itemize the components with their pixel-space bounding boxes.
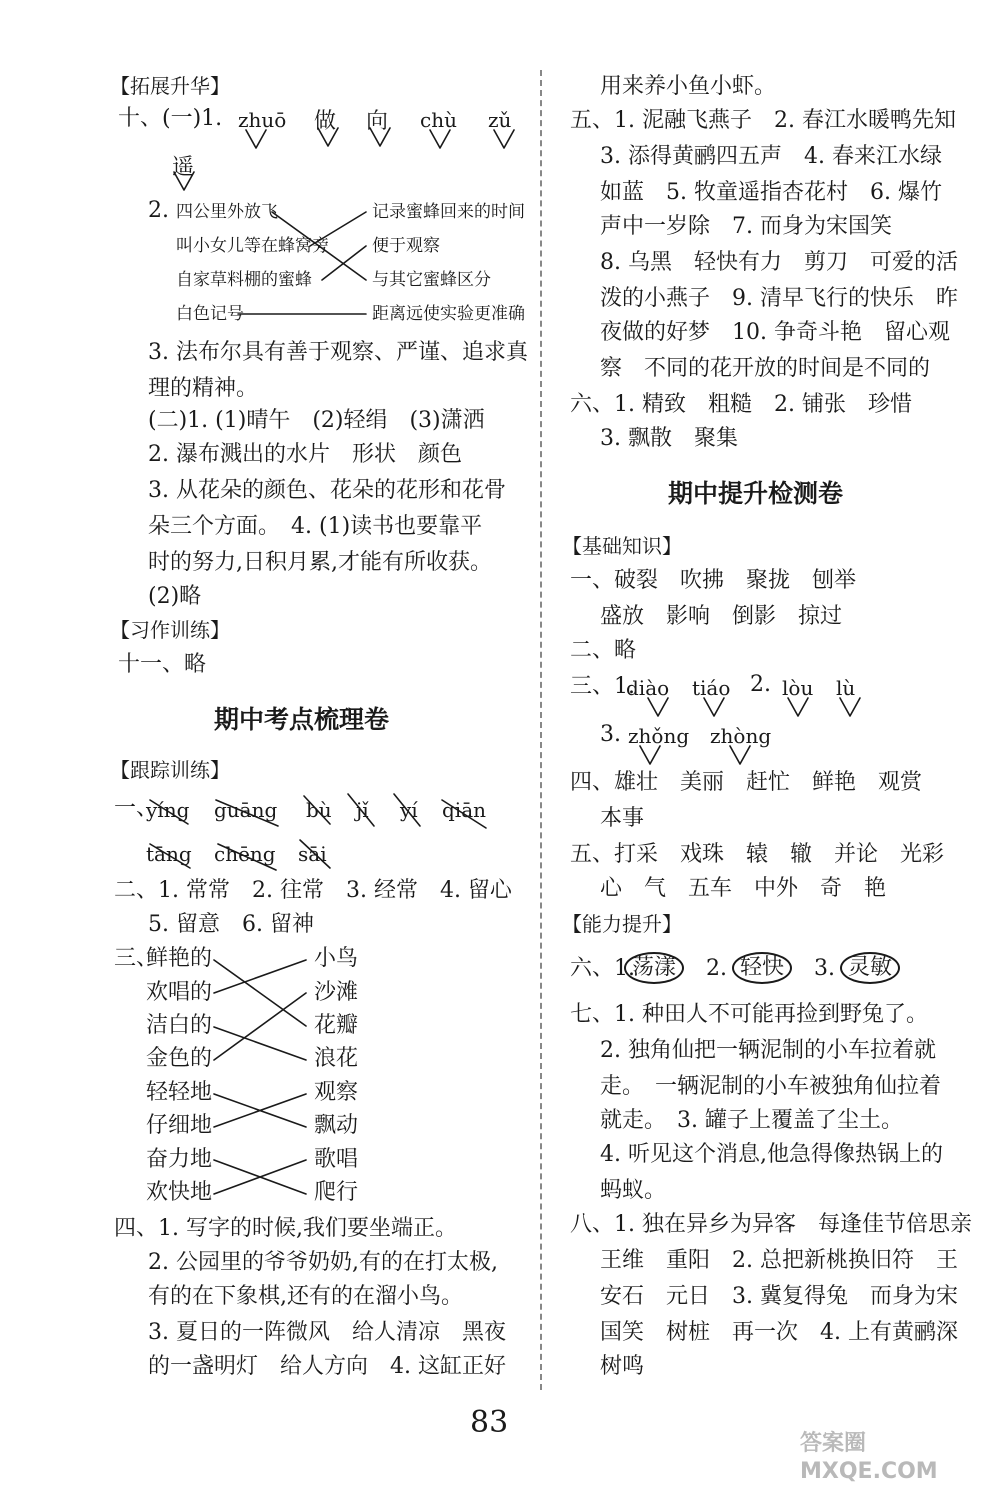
- match-line: [214, 993, 306, 1060]
- answer-line: 2. 瀑布溅出的水片 形状 颜色: [148, 442, 462, 467]
- answer-b5-prefix: 3.: [600, 722, 621, 747]
- pinyin-answer: chēng: [214, 842, 276, 866]
- answer-line: 的一盏明灯 给人方向 4. 这缸正好: [148, 1354, 506, 1379]
- answer-line: 心 气 五车 中外 奇 艳: [600, 876, 887, 901]
- match-right-item: 便于观察: [372, 236, 440, 256]
- answer-line: 四、雄壮 美丽 赶忙 鲜艳 观赏: [570, 770, 923, 795]
- match-line: [310, 212, 366, 246]
- match-left-item: 叫小女儿等在蜂窝旁: [176, 236, 329, 256]
- pinyin-answer: zhòng: [710, 724, 772, 748]
- answer-line: 3. 添得黄鹂四五声 4. 春来江水绿: [600, 144, 942, 169]
- match-left-word: 轻轻地: [146, 1080, 213, 1105]
- answer-line: 时的努力,日积月累,才能有所收获。: [148, 550, 492, 575]
- check-mark: [430, 130, 450, 148]
- check-mark: [840, 698, 860, 716]
- strike-mark: [150, 844, 190, 868]
- answer-line: 二、略: [570, 638, 637, 663]
- pinyin-answer: qiān: [442, 798, 487, 822]
- strike-mark: [218, 844, 276, 870]
- answer-line: 4. 听见这个消息,他急得像热锅上的: [600, 1142, 943, 1167]
- answer-line: 声中一岁除 7. 而身为宋国笑: [600, 214, 892, 239]
- answer-line: 2. 公园里的爷爷奶奶,有的在打太极,: [148, 1250, 498, 1275]
- match-right-word: 浪花: [314, 1046, 359, 1071]
- pinyin-answer: tiáo: [692, 676, 731, 700]
- match-left-word: 欢快地: [146, 1180, 213, 1205]
- match-right-word: 小鸟: [314, 946, 359, 971]
- check-mark: [246, 130, 266, 148]
- answer-line: 国笑 树桩 再一次 4. 上有黄鹂深: [600, 1320, 958, 1345]
- section-header-ability: 【能力提升】: [562, 912, 682, 936]
- section-header-basic: 【基础知识】: [562, 534, 682, 558]
- check-mark: [640, 746, 660, 764]
- answer-line: 五、打采 戏珠 辕 辙 并论 光彩: [570, 842, 945, 867]
- check-mark: [370, 128, 390, 146]
- pinyin-answer: lù: [836, 676, 856, 700]
- pinyin-answer: lòu: [782, 676, 814, 700]
- strike-mark: [304, 796, 330, 824]
- section-header-writing: 【习作训练】: [110, 618, 230, 642]
- answer-line: 盛放 影响 倒影 掠过: [600, 604, 843, 629]
- answer-line: 一、破裂 吹拂 聚拢 刨举: [570, 568, 857, 593]
- answer-line: 二、1. 常常 2. 往常 3. 经常 4. 留心: [114, 878, 512, 903]
- answer-line: 四、1. 写字的时候,我们要坐端正。: [114, 1216, 457, 1241]
- answer-line: 王维 重阳 2. 总把新桃换旧符 王: [600, 1248, 958, 1273]
- match-left-word: 金色的: [146, 1046, 213, 1071]
- pinyin-answer: zhǒng: [628, 724, 690, 748]
- answer-line: 走。 一辆泥制的小车被独角仙拉着: [600, 1074, 942, 1099]
- circled-word: 灵敏: [840, 952, 900, 984]
- answer-q11: 十一、略: [118, 652, 207, 677]
- strike-mark: [394, 794, 420, 826]
- page-number: 83: [470, 1405, 509, 1440]
- match-left-word: 鲜艳的: [146, 946, 213, 971]
- answer-line: (2)略: [148, 584, 202, 609]
- check-mark: [494, 130, 514, 148]
- check-mark: [704, 698, 724, 716]
- match-right-word: 沙滩: [314, 980, 359, 1005]
- answer-line: 3. 飘散 聚集: [600, 426, 738, 451]
- section-header-expand: 【拓展升华】: [110, 74, 230, 98]
- answer-q3-prefix: 三、: [114, 946, 159, 971]
- answer-line: 如蓝 5. 牧童遥指杏花村 6. 爆竹: [600, 180, 942, 205]
- circled-word: 荡漾: [624, 952, 684, 984]
- answer-line: 朵三个方面。 4. (1)读书也要靠平: [148, 514, 483, 539]
- answer-line: 六、1. 精致 粗糙 2. 铺张 珍惜: [570, 392, 912, 417]
- match-line: [214, 960, 306, 1026]
- match-left-word: 奋力地: [146, 1147, 213, 1172]
- match-right-word: 飘动: [314, 1113, 359, 1138]
- match-left-word: 欢唱的: [146, 980, 213, 1005]
- match-left-item: 四公里外放飞: [176, 202, 278, 222]
- answer-line: 2. 独角仙把一辆泥制的小车拉着就: [600, 1038, 936, 1063]
- char-answer: 遥: [172, 155, 195, 180]
- answer-line: 有的在下象棋,还有的在溜小鸟。: [148, 1284, 463, 1309]
- answer-line: 夜做的好梦 10. 争奇斗艳 留心观: [600, 320, 950, 345]
- answer-line: 3. 夏日的一阵微风 给人清凉 黑夜: [148, 1320, 506, 1345]
- check-mark: [788, 698, 808, 716]
- answer-line: 5. 留意 6. 留神: [148, 912, 314, 937]
- answer-q1-prefix: 一、: [114, 796, 159, 821]
- match-right-word: 爬行: [314, 1180, 359, 1205]
- pinyin-answer: jǐ: [356, 798, 369, 822]
- answer-line: (二)1. (1)晴午 (2)轻绢 (3)潇洒: [148, 408, 485, 433]
- pinyin-answer: tāng: [146, 842, 192, 866]
- match-left-word: 洁白的: [146, 1013, 213, 1038]
- answer-line: 察 不同的花开放的时间是不同的: [600, 356, 931, 381]
- match-right-word: 观察: [314, 1080, 359, 1105]
- match-right-word: 歌唱: [314, 1147, 359, 1172]
- check-mark: [174, 172, 194, 190]
- answer-line: 3. 从花朵的颜色、花朵的花形和花骨: [148, 478, 506, 503]
- strike-mark: [348, 794, 374, 826]
- answer-c1-prefix: 六、1.: [570, 956, 635, 981]
- section-title-midterm-review: 期中考点梳理卷: [214, 705, 390, 734]
- item-number: 2.: [750, 672, 771, 697]
- answer-line: 理的精神。: [148, 376, 259, 401]
- match-line: [214, 960, 306, 993]
- answer-q10-2-number: 2.: [148, 198, 169, 223]
- answer-line: 安石 元日 3. 冀复得兔 而身为宋: [600, 1284, 958, 1309]
- pinyin-answer: yí: [400, 798, 418, 822]
- match-right-item: 记录蜜蜂回来的时间: [372, 202, 525, 222]
- match-right-word: 花瓣: [314, 1013, 359, 1038]
- strike-mark: [150, 800, 188, 824]
- pinyin-answer: yíng: [146, 798, 190, 822]
- strike-mark: [216, 800, 278, 826]
- answer-line: 八、1. 独在异乡为异客 每逢佳节倍思亲: [570, 1212, 972, 1237]
- char-answer: 向: [366, 109, 389, 134]
- pinyin-answer: bù: [306, 798, 332, 822]
- item-number: 2.: [706, 956, 727, 981]
- strike-mark: [442, 800, 486, 828]
- match-right-item: 距离远使实验更准确: [372, 304, 525, 324]
- circled-word: 轻快: [732, 952, 792, 984]
- answer-line: 8. 乌黑 轻快有力 剪刀 可爱的活: [600, 250, 958, 275]
- section-header-track: 【跟踪训练】: [110, 758, 230, 782]
- answer-line: 蚂蚁。: [600, 1178, 667, 1203]
- watermark-logo: 答案圈 MXQE.COM: [800, 1431, 938, 1484]
- pinyin-answer: chù: [420, 108, 457, 132]
- check-mark: [318, 128, 338, 146]
- pinyin-answer: diào: [626, 676, 670, 700]
- answer-line: 泼的小燕子 9. 清早飞行的快乐 昨: [600, 286, 958, 311]
- match-left-item: 白色记号: [176, 304, 244, 324]
- match-line: [272, 212, 366, 280]
- char-answer: 做: [314, 109, 337, 134]
- item-number: 3.: [814, 956, 835, 981]
- pinyin-answer: sāi: [298, 842, 327, 866]
- match-left-item: 自家草料棚的蜜蜂: [176, 270, 312, 290]
- answer-line: 五、1. 泥融飞燕子 2. 春江水暖鸭先知: [570, 108, 956, 133]
- answer-line: 本事: [600, 806, 645, 831]
- match-right-item: 与其它蜜蜂区分: [372, 270, 491, 290]
- pinyin-answer: guāng: [214, 798, 278, 822]
- match-left-word: 仔细地: [146, 1113, 213, 1138]
- answer-line: 树鸣: [600, 1354, 645, 1379]
- pinyin-answer: zhuō: [238, 108, 287, 132]
- match-line: [214, 1027, 306, 1060]
- section-title-midterm-test: 期中提升检测卷: [668, 479, 844, 508]
- answer-line: 3. 法布尔具有善于观察、严谨、追求真: [148, 340, 528, 365]
- strike-mark: [300, 840, 330, 868]
- answer-q10-prefix: 十、(一)1.: [118, 106, 223, 131]
- answer-b4-prefix: 三、1.: [570, 674, 635, 699]
- answer-line: 用来养小鱼小虾。: [600, 74, 777, 99]
- pinyin-answer: zǔ: [488, 108, 512, 132]
- check-mark: [730, 746, 750, 764]
- answer-line: 七、1. 种田人不可能再捡到野兔了。: [570, 1002, 928, 1027]
- answer-line: 就走。 3. 罐子上覆盖了尘土。: [600, 1108, 903, 1133]
- check-mark: [648, 698, 668, 716]
